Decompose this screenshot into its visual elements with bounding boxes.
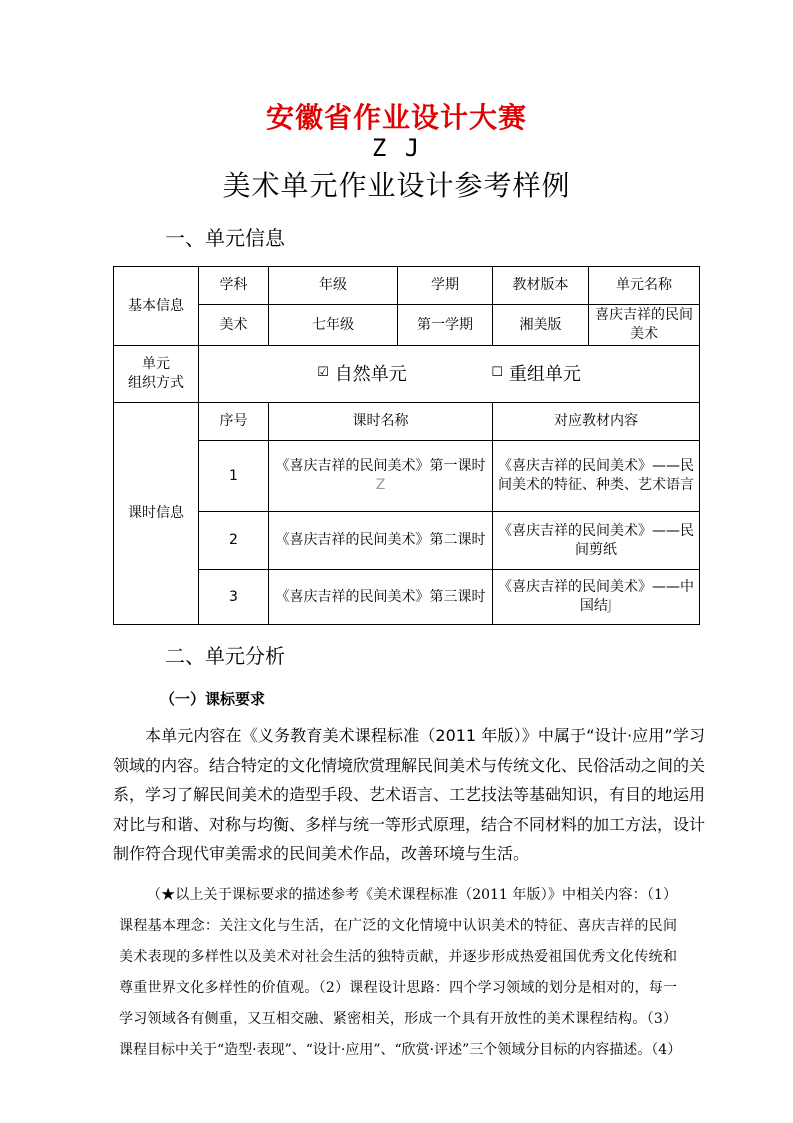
header-textbook: 教材版本: [493, 267, 589, 305]
value-grade: 七年级: [269, 305, 398, 346]
lesson-name: [269, 512, 493, 570]
value-unit-name: 喜庆吉祥的民间美术: [589, 305, 700, 346]
section-2-heading: 二、单元分析: [165, 644, 285, 668]
lesson-row: [114, 512, 700, 570]
header-subject: 学科: [199, 267, 269, 305]
basic-header-row: [114, 267, 700, 305]
reference-note: （★以上关于课标要求的描述参考《美术课程标准（2011 年版）》中相关内容：（1）课程基本理念：关注文化与生活，在广泛的文化情境中认识美术的特征、喜庆吉祥的民间美术表现的多样性以及美术对社会生活的独特贡献，并逐步形成热爱祖国优秀文化传统和尊重世界文化多样性的价值观。（2）课程设计思路：四个学习领域的划分是相对的，每一学习领域各有侧重，又互相交融、紧密相关，形成一个具有开放性的美术课程结构。（3）课程目标中关于“造型·表现”、“设计·应用”、“欣赏·评述”三个领域分目标的内容描述。（4）: [119, 887, 682, 1058]
lesson-name-text: 《喜庆吉祥的民间美术》第二课时: [275, 532, 486, 548]
option-natural-label: 自然单元: [334, 363, 407, 385]
lesson-name-text: 《喜庆吉祥的民间美术》第一课时: [275, 458, 486, 474]
section-1-heading: 一、单元信息: [165, 226, 285, 250]
header-unit-name: 单元名称: [589, 267, 700, 305]
lesson-header-content: 对应教材内容: [493, 403, 700, 441]
lesson-content-text: 《喜庆吉祥的民间美术》——中国结: [498, 579, 694, 614]
checked-box-icon: ☑: [317, 364, 329, 380]
option-regroup-label: 重组单元: [508, 363, 581, 385]
lesson-row: [114, 570, 700, 625]
organization-label: 单元 组织方式: [114, 346, 199, 403]
option-regrouped-unit[interactable]: [491, 364, 581, 385]
header-semester: 学期: [398, 267, 493, 305]
value-semester: 第一学期: [398, 305, 493, 346]
lesson-content-text: 《喜庆吉祥的民间美术》——民间剪纸: [498, 522, 694, 558]
lesson-header-name: 课时名称: [269, 403, 493, 441]
unchecked-box-icon: ☐: [491, 364, 503, 380]
lesson-content: [493, 512, 700, 570]
lesson-row: [114, 441, 700, 512]
unit-info-table: [113, 266, 700, 625]
document-title: 美术单元作业设计参考样例: [222, 169, 571, 202]
contest-title: 安徽省作业设计大赛: [265, 101, 527, 134]
lesson-content-text: 《喜庆吉祥的民间美术》——民间美术的特征、种类、艺术语言: [498, 458, 694, 493]
lesson-name: [269, 441, 493, 512]
header-grade: 年级: [269, 267, 398, 305]
lesson-content-suffix: J: [607, 598, 613, 614]
curriculum-paragraph: 本单元内容在《义务教育美术课程标准（2011 年版）》中属于“设计·应用”学习领域的内容。结合特定的文化情境欣赏理解民间美术与传统文化、民俗活动之间的关系，学习了解民间美术的造型手段、艺术语言、工艺技法等基础知识，有目的地运用对比与和谐、对称与均衡、多样与统一等形式原理，结合不同材料的加工方法，设计制作符合现代审美需求的民间美术作品，改善环境与生活。: [113, 726, 706, 863]
value-subject: 美术: [199, 305, 269, 346]
lesson-no: 2: [199, 512, 269, 570]
basic-value-row: [114, 305, 700, 346]
lesson-header-row: [114, 403, 700, 441]
lesson-name: [269, 570, 493, 625]
value-textbook: 湘美版: [493, 305, 589, 346]
lesson-content: [493, 570, 700, 625]
lesson-name-text: 《喜庆吉祥的民间美术》第三课时: [275, 588, 486, 605]
curriculum-requirements-heading: （一）课标要求: [160, 690, 266, 708]
organization-options: [199, 346, 700, 403]
lesson-name-suffix: Z: [375, 477, 386, 493]
lesson-no: 3: [199, 570, 269, 625]
basic-info-label: 基本信息: [114, 267, 199, 346]
lesson-no: 1: [199, 441, 269, 512]
zj-mark: Z J: [371, 134, 422, 162]
lesson-header-no: 序号: [199, 403, 269, 441]
lesson-content: [493, 441, 700, 512]
lesson-info-label: 课时信息: [114, 403, 199, 625]
organization-row: [114, 346, 700, 403]
option-natural-unit[interactable]: [317, 364, 407, 385]
